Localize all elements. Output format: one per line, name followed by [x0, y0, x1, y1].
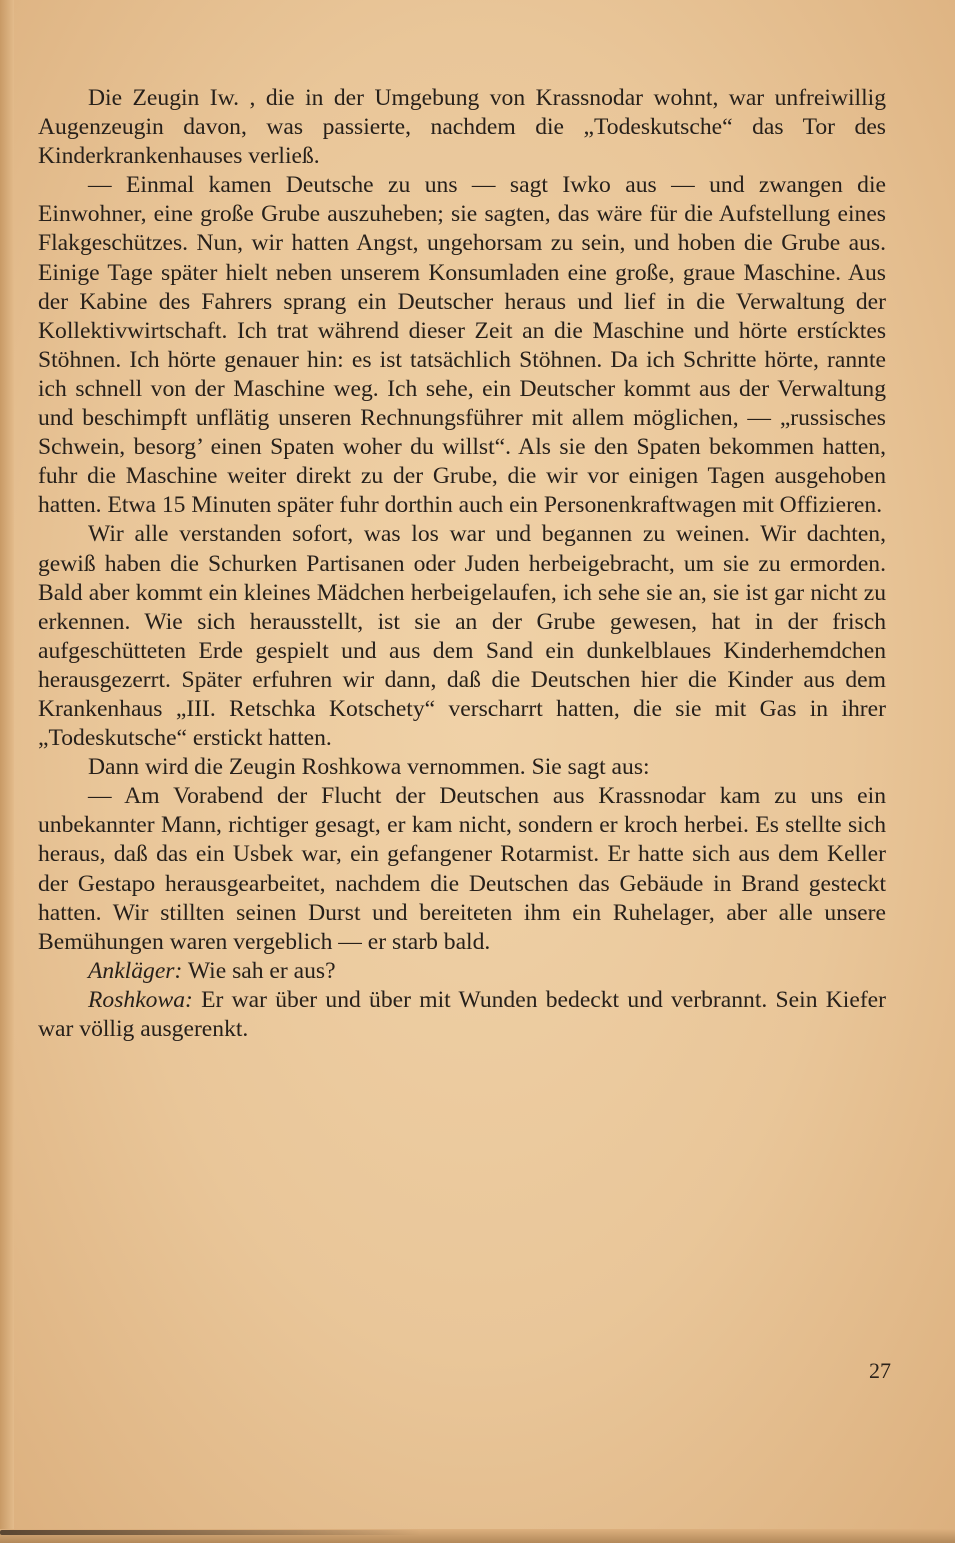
page-left-edge — [0, 0, 14, 1543]
dialogue-text-roshkowa: Er war über und über mit Wunden bedeckt und verbrannt. Sein Kiefer war völlig ausgerenkt. — [38, 986, 886, 1042]
dialogue-line-anklaeger — [38, 957, 886, 986]
paragraph-roshkowa-intro: Dann wird die Zeugin Roshkowa vernommen. Sie sagt aus: — [88, 754, 650, 781]
paragraph-girl-discovery: Wir alle verstanden sofort, was los war und begannen zu weinen. Wir dachten, gewiß haben die Schurken Partisanen oder Juden herbeigebracht, um sie zu ermorden. Bald aber kommt ein kleines Mädchen herbeigelaufen, ich sehe sie an, sie ist gar nicht zu erkennen. Wie sich herausstellt, ist sie an der Grube gewesen, hat in der frisch aufgeschütteten Erde gespielt und aus dem Sand ein dunkelblaues Kinderhemdchen herausgezerrt. Später erfuhren wir dann, daß die Deutschen hier die Kinder aus dem Krankenhaus „III. Retschka Kotschety“ verscharrt hatten, die sie mit Gas in ihrer „Todeskutsche“ erstickt hatten. — [38, 521, 886, 752]
dialogue-text-anklaeger: Wie sah er aus? — [182, 957, 336, 984]
speaker-roshkowa: Roshkowa: — [88, 986, 193, 1013]
page-bottom-stain — [0, 1530, 420, 1535]
dialogue-line-roshkowa — [38, 986, 886, 1044]
page-text — [38, 84, 886, 1044]
page-number: 27 — [869, 1358, 891, 1383]
paragraph-zeugin-iwko: Die Zeugin Iw. , die in der Umgebung von Krassnodar wohnt, war unfreiwillig Augenzeugin davon, was passierte, nachdem die „Todeskutsche“ das Tor des Kinderkrankenhauses verließ. — [38, 85, 886, 170]
paragraph-iwko-testimony: — Einmal kamen Deutsche zu uns — sagt Iwko aus — und zwangen die Einwohner, eine große Grube auszuheben; sie sagten, das wäre für die Aufstellung eines Flakgeschützes. Nun, wir hatten Angst, ungehorsam zu sein, und hoben die Grube aus. Einige Tage später hielt neben unserem Konsumladen eine große, graue Maschine. Aus der Kabine des Fahrers sprang ein Deutscher heraus und lief in die Verwaltung der Kollektivwirtschaft. Ich trat während dieser Zeit an die Maschine und hörte erstícktes Stöhnen. Ich hörte genauer hin: es ist tatsächlich Stöhnen. Da ich Schritte hörte, rannte ich schnell von der Maschine weg. Ich sehe, ein Deutscher kommt aus der Verwaltung und beschimpft unflätig unseren Rechnungsführer mit allem möglichen, — „russisches Schwein, besorg’ einen Spaten woher du willst“. Als sie den Spaten bekommen hatten, fuhr die Maschine weiter direkt zu der Grube, die wir vor einigen Tagen ausgehoben hatten. Etwa 15 Minuten später fuhr dorthin auch ein Personenkraftwagen mit Offizieren. — [38, 172, 886, 519]
paragraph-roshkowa-testimony: — Am Vorabend der Flucht der Deutschen aus Krassnodar kam zu uns ein unbekannter Mann, richtiger gesagt, er kam nicht, sondern er kroch herbei. Es stellte sich heraus, daß das ein Usbek war, ein gefangener Rotarmist. Er hatte sich aus dem Keller der Gestapo herausgearbeitet, nachdem die Deutschen das Gebäude in Brand gesteckt hatten. Wir stillten seinen Durst und bereiteten ihm ein Ruhelager, aber alle unsere Bemühungen waren vergeblich — er starb bald. — [38, 783, 886, 955]
speaker-anklaeger: Ankläger: — [88, 957, 183, 984]
